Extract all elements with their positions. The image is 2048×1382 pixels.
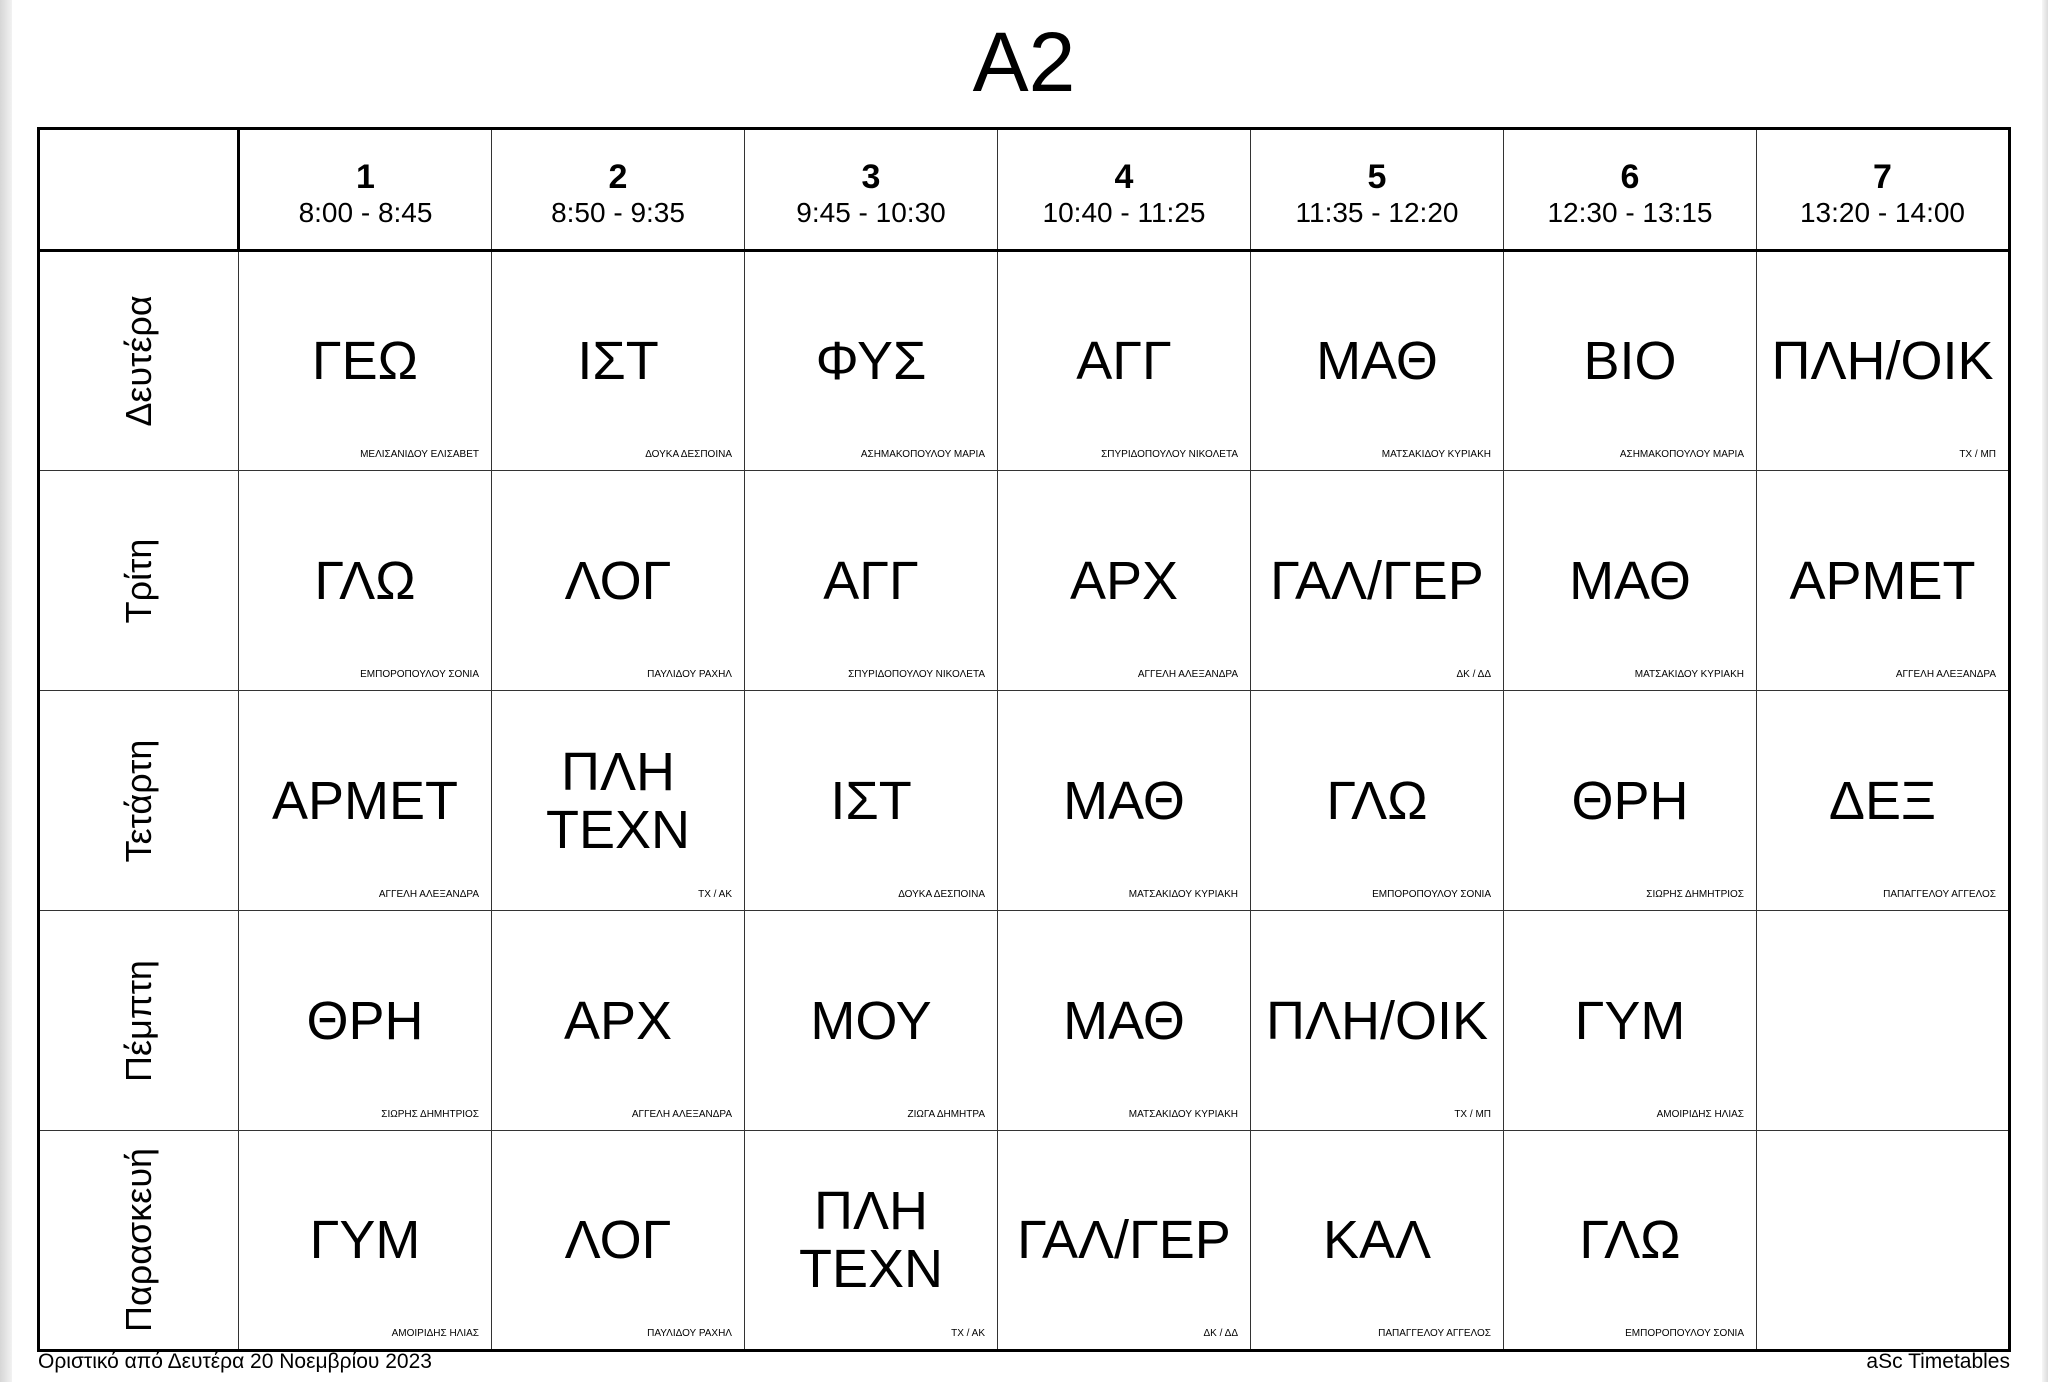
lesson-teacher: ΖΙΩΓΑ ΔΗΜΗΤΡΑ <box>907 1109 985 1120</box>
day-row <box>39 1131 2010 1351</box>
lesson-subject: ΓΛΩ <box>1579 1210 1681 1270</box>
lesson-cell <box>1504 911 1757 1131</box>
period-header-5 <box>1251 129 1504 251</box>
lesson-cell <box>1251 251 1504 471</box>
lesson-cell <box>745 1131 998 1351</box>
period-header-6 <box>1504 129 1757 251</box>
lesson-teacher: ΜΑΤΣΑΚΙΔΟΥ ΚΥΡΙΑΚΗ <box>1128 1109 1238 1120</box>
lesson-teacher: ΜΑΤΣΑΚΙΔΟΥ ΚΥΡΙΑΚΗ <box>1381 449 1491 460</box>
page-shadow-left <box>0 0 12 1382</box>
lesson-teacher: ΜΕΛΙΣΑΝΙΔΟΥ ΕΛΙΣΑΒΕΤ <box>360 449 479 460</box>
lesson-cell <box>239 471 492 691</box>
lesson-teacher: ΕΜΠΟΡΟΠΟΥΛΟΥ ΣΟΝΙΑ <box>1372 889 1491 900</box>
lesson-teacher: ΤΧ / ΜΠ <box>1454 1109 1491 1120</box>
lesson-teacher: ΤΧ / ΑΚ <box>951 1328 985 1339</box>
lesson-cell <box>492 471 745 691</box>
lesson-subject: ΦΥΣ <box>815 331 927 391</box>
period-time: 12:30 - 13:15 <box>1547 196 1713 228</box>
lesson-subject: ΜΑΘ <box>1316 331 1438 391</box>
lesson-teacher: ΜΑΤΣΑΚΙΔΟΥ ΚΥΡΙΑΚΗ <box>1128 889 1238 900</box>
lesson-cell <box>492 1131 745 1351</box>
lesson-teacher: ΠΑΠΑΓΓΕΛΟΥ ΑΓΓΕΛΟΣ <box>1883 889 1996 900</box>
period-number: 6 <box>1620 157 1640 196</box>
lesson-subject: ΠΛΗ/ΟΙΚ <box>1265 990 1489 1051</box>
lesson-subject: ΘΡΗ <box>1571 770 1689 831</box>
lesson-subject: ΜΑΘ <box>1063 990 1185 1051</box>
day-row <box>39 691 2010 911</box>
lesson-cell <box>239 691 492 911</box>
period-header-7 <box>1757 129 2010 251</box>
lesson-teacher: ΔΟΥΚΑ ΔΕΣΠΟΙΝΑ <box>898 889 985 900</box>
lesson-cell <box>492 691 745 911</box>
lesson-cell <box>998 1131 1251 1351</box>
lesson-subject: ΠΛΗ ΤΕΧΝ <box>798 1181 944 1299</box>
lesson-teacher: ΣΙΩΡΗΣ ΔΗΜΗΤΡΙΟΣ <box>1646 889 1744 900</box>
lesson-cell <box>1757 1131 2010 1351</box>
lesson-subject: ΔΕΞ <box>1828 770 1937 831</box>
day-label-cell <box>39 911 239 1131</box>
lesson-subject: ΑΓΓ <box>1076 331 1172 391</box>
lesson-subject: ΓΛΩ <box>314 550 416 611</box>
period-number: 7 <box>1873 157 1892 196</box>
timetable-grid <box>37 127 2011 1352</box>
period-time: 8:00 - 8:45 <box>298 196 433 228</box>
day-label-cell <box>39 471 239 691</box>
lesson-cell <box>239 251 492 471</box>
day-label: Τρίτη <box>118 538 159 623</box>
lesson-subject: ΛΟΓ <box>564 550 672 611</box>
lesson-subject: ΜΟΥ <box>810 990 932 1051</box>
lesson-subject: ΓΛΩ <box>1326 770 1428 831</box>
lesson-subject: ΓΑΛ/ΓΕΡ <box>1270 550 1484 611</box>
lesson-subject: ΘΡΗ <box>306 990 424 1051</box>
lesson-teacher: ΤΧ / ΑΚ <box>698 889 732 900</box>
day-row <box>39 251 2010 471</box>
lesson-teacher: ΑΣΗΜΑΚΟΠΟΥΛΟΥ ΜΑΡΙΑ <box>1619 449 1744 460</box>
period-time: 8:50 - 9:35 <box>551 196 685 228</box>
lesson-teacher: ΑΜΟΙΡΙΔΗΣ ΗΛΙΑΣ <box>391 1328 479 1339</box>
lesson-cell <box>1504 1131 1757 1351</box>
page-shadow-right <box>2042 0 2048 1382</box>
lesson-cell <box>745 251 998 471</box>
lesson-subject: ΓΑΛ/ΓΕΡ <box>1017 1210 1231 1270</box>
lesson-subject: ΑΓΓ <box>823 550 919 611</box>
lesson-subject: ΓΥΜ <box>1574 990 1686 1051</box>
day-label: Τετάρτη <box>118 739 159 862</box>
lesson-cell <box>492 911 745 1131</box>
lesson-subject: ΛΟΓ <box>564 1210 672 1270</box>
lesson-cell <box>1251 911 1504 1131</box>
lesson-teacher: ΑΓΓΕΛΗ ΑΛΕΞΑΝΔΡΑ <box>378 889 479 900</box>
footer-brand: aSc Timetables <box>1866 1350 2010 1373</box>
lesson-cell <box>492 251 745 471</box>
period-header-row <box>39 129 2010 251</box>
lesson-cell <box>1757 251 2010 471</box>
period-number: 4 <box>1114 157 1134 196</box>
lesson-teacher: ΣΠΥΡΙΔΟΠΟΥΛΟΥ ΝΙΚΟΛΕΤΑ <box>848 669 985 680</box>
lesson-cell <box>1757 691 2010 911</box>
lesson-teacher: ΑΜΟΙΡΙΔΗΣ ΗΛΙΑΣ <box>1656 1109 1744 1120</box>
lesson-teacher: ΣΙΩΡΗΣ ΔΗΜΗΤΡΙΟΣ <box>381 1109 479 1120</box>
lesson-teacher: ΜΑΤΣΑΚΙΔΟΥ ΚΥΡΙΑΚΗ <box>1634 669 1744 680</box>
period-header-1 <box>239 129 492 251</box>
day-label-cell <box>39 1131 239 1351</box>
lesson-teacher: ΠΑΥΛΙΔΟΥ ΡΑΧΗΛ <box>647 1328 732 1339</box>
lesson-teacher: ΕΜΠΟΡΟΠΟΥΛΟΥ ΣΟΝΙΑ <box>1625 1328 1744 1339</box>
lesson-subject: ΠΛΗ/ΟΙΚ <box>1771 331 1994 391</box>
lesson-teacher: ΠΑΠΑΓΓΕΛΟΥ ΑΓΓΕΛΟΣ <box>1378 1328 1491 1339</box>
day-label-cell <box>39 251 239 471</box>
lesson-subject: ΑΡΜΕΤ <box>271 770 459 831</box>
lesson-teacher: ΤΧ / ΜΠ <box>1959 449 1996 460</box>
lesson-cell <box>1504 691 1757 911</box>
page-title: Α2 <box>972 15 1076 109</box>
corner-cell <box>39 129 239 251</box>
lesson-cell <box>998 471 1251 691</box>
lesson-subject: ΑΡΧ <box>563 990 673 1051</box>
lesson-cell <box>1251 471 1504 691</box>
lesson-teacher: ΑΣΗΜΑΚΟΠΟΥΛΟΥ ΜΑΡΙΑ <box>860 449 985 460</box>
lesson-cell <box>1251 1131 1504 1351</box>
lesson-teacher: ΑΓΓΕΛΗ ΑΛΕΞΑΝΔΡΑ <box>1895 669 1996 680</box>
lesson-cell <box>1504 471 1757 691</box>
lesson-cell <box>1251 691 1504 911</box>
lesson-teacher: ΠΑΥΛΙΔΟΥ ΡΑΧΗΛ <box>647 669 732 680</box>
day-label: Παρασκευή <box>118 1147 159 1333</box>
day-label-cell <box>39 691 239 911</box>
lesson-cell <box>1757 911 2010 1131</box>
day-row <box>39 471 2010 691</box>
lesson-subject: ΑΡΜΕΤ <box>1789 550 1976 611</box>
lesson-subject: ΜΑΘ <box>1569 550 1691 611</box>
lesson-cell <box>745 911 998 1131</box>
day-label: Πέμπτη <box>118 959 159 1082</box>
lesson-teacher: ΕΜΠΟΡΟΠΟΥΛΟΥ ΣΟΝΙΑ <box>360 669 479 680</box>
period-header-2 <box>492 129 745 251</box>
lesson-subject: ΙΣΤ <box>577 331 659 391</box>
lesson-cell <box>239 911 492 1131</box>
period-time: 10:40 - 11:25 <box>1042 196 1206 228</box>
period-number: 2 <box>608 157 628 196</box>
footer-validity-note: Οριστικό από Δευτέρα 20 Νοεμβρίου 2023 <box>38 1350 432 1373</box>
day-label: Δευτέρα <box>118 295 159 427</box>
period-number: 1 <box>356 157 375 196</box>
period-number: 5 <box>1367 157 1387 196</box>
lesson-teacher: ΑΓΓΕΛΗ ΑΛΕΞΑΝΔΡΑ <box>1137 669 1238 680</box>
lesson-teacher: ΑΓΓΕΛΗ ΑΛΕΞΑΝΔΡΑ <box>631 1109 732 1120</box>
period-header-4 <box>998 129 1251 251</box>
lesson-cell <box>745 471 998 691</box>
lesson-cell <box>998 251 1251 471</box>
lesson-teacher: ΣΠΥΡΙΔΟΠΟΥΛΟΥ ΝΙΚΟΛΕΤΑ <box>1101 449 1238 460</box>
lesson-subject: ΓΕΩ <box>311 331 419 391</box>
lesson-teacher: ΔΚ / ΔΔ <box>1456 669 1491 680</box>
lesson-cell <box>998 911 1251 1131</box>
lesson-subject: ΑΡΧ <box>1069 550 1179 611</box>
lesson-subject: ΒΙΟ <box>1583 331 1677 391</box>
period-number: 3 <box>861 157 881 196</box>
lesson-cell <box>1504 251 1757 471</box>
lesson-cell <box>1757 471 2010 691</box>
period-time: 11:35 - 12:20 <box>1295 196 1459 228</box>
period-time: 9:45 - 10:30 <box>796 196 946 228</box>
lesson-subject: ΓΥΜ <box>309 1210 421 1270</box>
lesson-cell <box>239 1131 492 1351</box>
day-row <box>39 911 2010 1131</box>
lesson-cell <box>998 691 1251 911</box>
lesson-cell <box>745 691 998 911</box>
lesson-subject: ΚΑΛ <box>1322 1210 1432 1270</box>
lesson-subject: ΜΑΘ <box>1063 770 1185 831</box>
period-header-3 <box>745 129 998 251</box>
lesson-subject: ΙΣΤ <box>830 770 912 831</box>
lesson-teacher: ΔΚ / ΔΔ <box>1203 1328 1238 1339</box>
period-time: 13:20 - 14:00 <box>1799 196 1966 228</box>
lesson-subject: ΠΛΗ ΤΕΧΝ <box>545 741 691 860</box>
lesson-teacher: ΔΟΥΚΑ ΔΕΣΠΟΙΝΑ <box>645 449 732 460</box>
